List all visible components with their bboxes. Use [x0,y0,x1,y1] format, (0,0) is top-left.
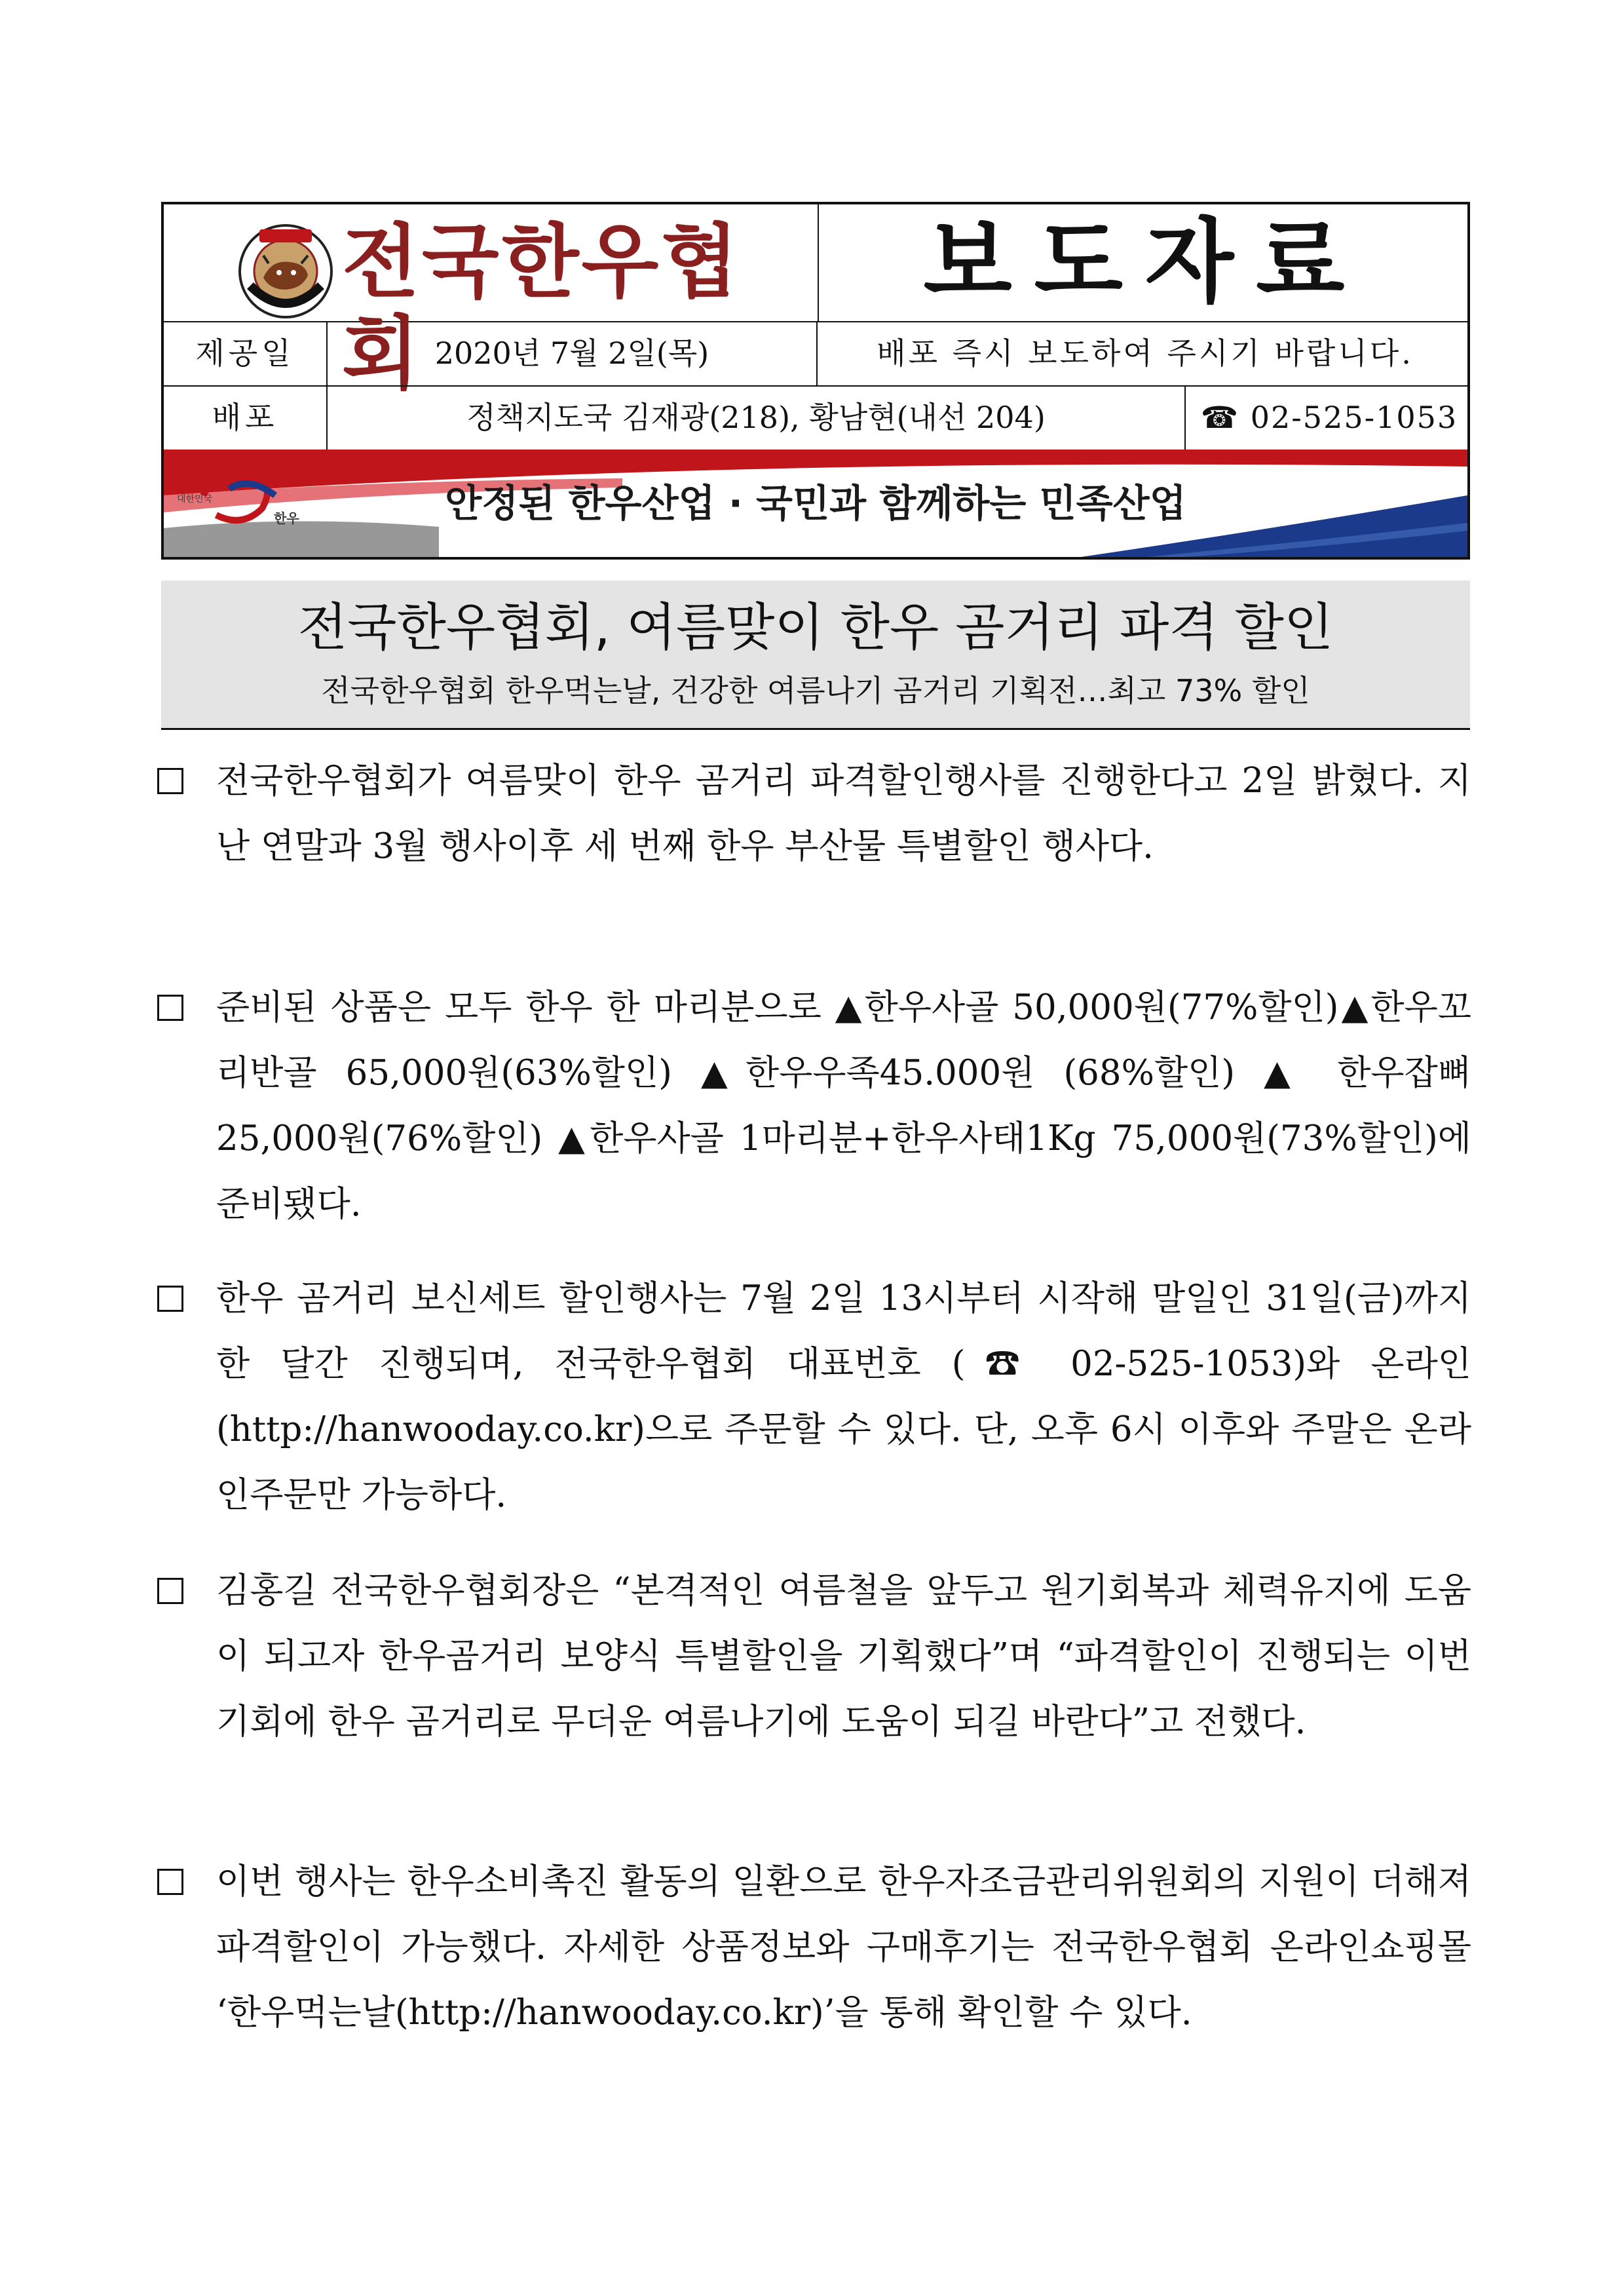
paragraph-text: 이번 행사는 한우소비촉진 활동의 일환으로 한우자조금관리위원회의 지원이 더해져 파격할인이 가능했다. 자세한 상품정보와 구매후기는 전국한우협회 온라인쇼핑몰 ‘한우먹는날(http://hanwooday.co.kr)’을 통해 확인할 수 있다. [216,1862,1471,2033]
association-emblem-icon [237,223,334,320]
date-value: 2020년 7월 2일(목) [328,321,818,385]
paragraph-text: 김홍길 전국한우협회장은 “본격적인 여름철을 앞두고 원기회복과 체력유지에 도움이 되고자 한우곰거리 보양식 특별할인을 기획했다”며 “파격할인이 진행되는 이번 기회에 한우 곰거리로 무더운 여름나기에 도움이 되길 바란다”고 전했다. [216,1571,1471,1742]
banner-slogan: 안정된 한우산업 · 국민과 함께하는 민족산업 [445,481,1186,526]
distribution-contact: 정책지도국 김재광(218), 황남현(내선 204) [328,385,1186,450]
date-row [164,321,1467,387]
checkbox-bullet-icon [157,995,183,1021]
paragraph-text: 전국한우협회가 여름맞이 한우 곰거리 파격할인행사를 진행한다고 2일 밝혔다. 지난 연말과 3월 행사이후 세 번째 한우 부산물 특별할인 행사다. [216,761,1471,866]
article-headline: 전국한우협회, 여름맞이 한우 곰거리 파격 할인 [297,598,1334,657]
paragraph-text: 한우 곰거리 보신세트 할인행사는 7월 2일 13시부터 시작해 말일인 31일(금)까지 한 달간 진행되며, 전국한우협회 대표번호 (☎ 02-525-1053)와 온라인(http://hanwooday.co.kr)으로 주문할 수 있다. 단, 오후 6시 이후와 주말은 온라인주문만 가능하다. [216,1278,1471,1515]
checkbox-bullet-icon [157,768,183,794]
release-instruction: 배포 즉시 보도하여 주시기 바랍니다. [877,335,1414,371]
svg-text:한우: 한우 [274,510,299,526]
svg-text:대한민국: 대한민국 [177,494,213,505]
distribution-row [164,385,1467,451]
date-label: 제공일 [164,321,328,385]
checkbox-bullet-icon [157,1869,183,1895]
press-release-header [161,202,1470,560]
distribution-label: 배포 [164,385,328,450]
press-release-title: 보도자료 [923,209,1367,316]
headline-box [161,581,1470,730]
checkbox-bullet-icon [157,1286,183,1312]
slogan-banner [164,450,1467,557]
paragraph-text: 준비된 상품은 모두 한우 한 마리분으로 ▲한우사골 50,000원(77%할인)▲한우꼬리반골 65,000원(63%할인) ▲한우우족45.000원 (68%할인) ▲ 한우잡뼈 25,000원(76%할인) ▲한우사골 1마리분+한우사태1Kg 75,000원(73%할인)에 준비됐다. [216,987,1471,1224]
checkbox-bullet-icon [157,1578,183,1604]
association-name: 전국한우협회 [342,216,742,400]
hanwoo-brand-logo-icon [164,450,321,541]
article-subheadline: 전국한우협회 한우먹는날, 건강한 여름나기 곰거리 기획전…최고 73% 할인 [321,673,1310,708]
phone-number: ☎ 02-525-1053 [1200,400,1458,435]
